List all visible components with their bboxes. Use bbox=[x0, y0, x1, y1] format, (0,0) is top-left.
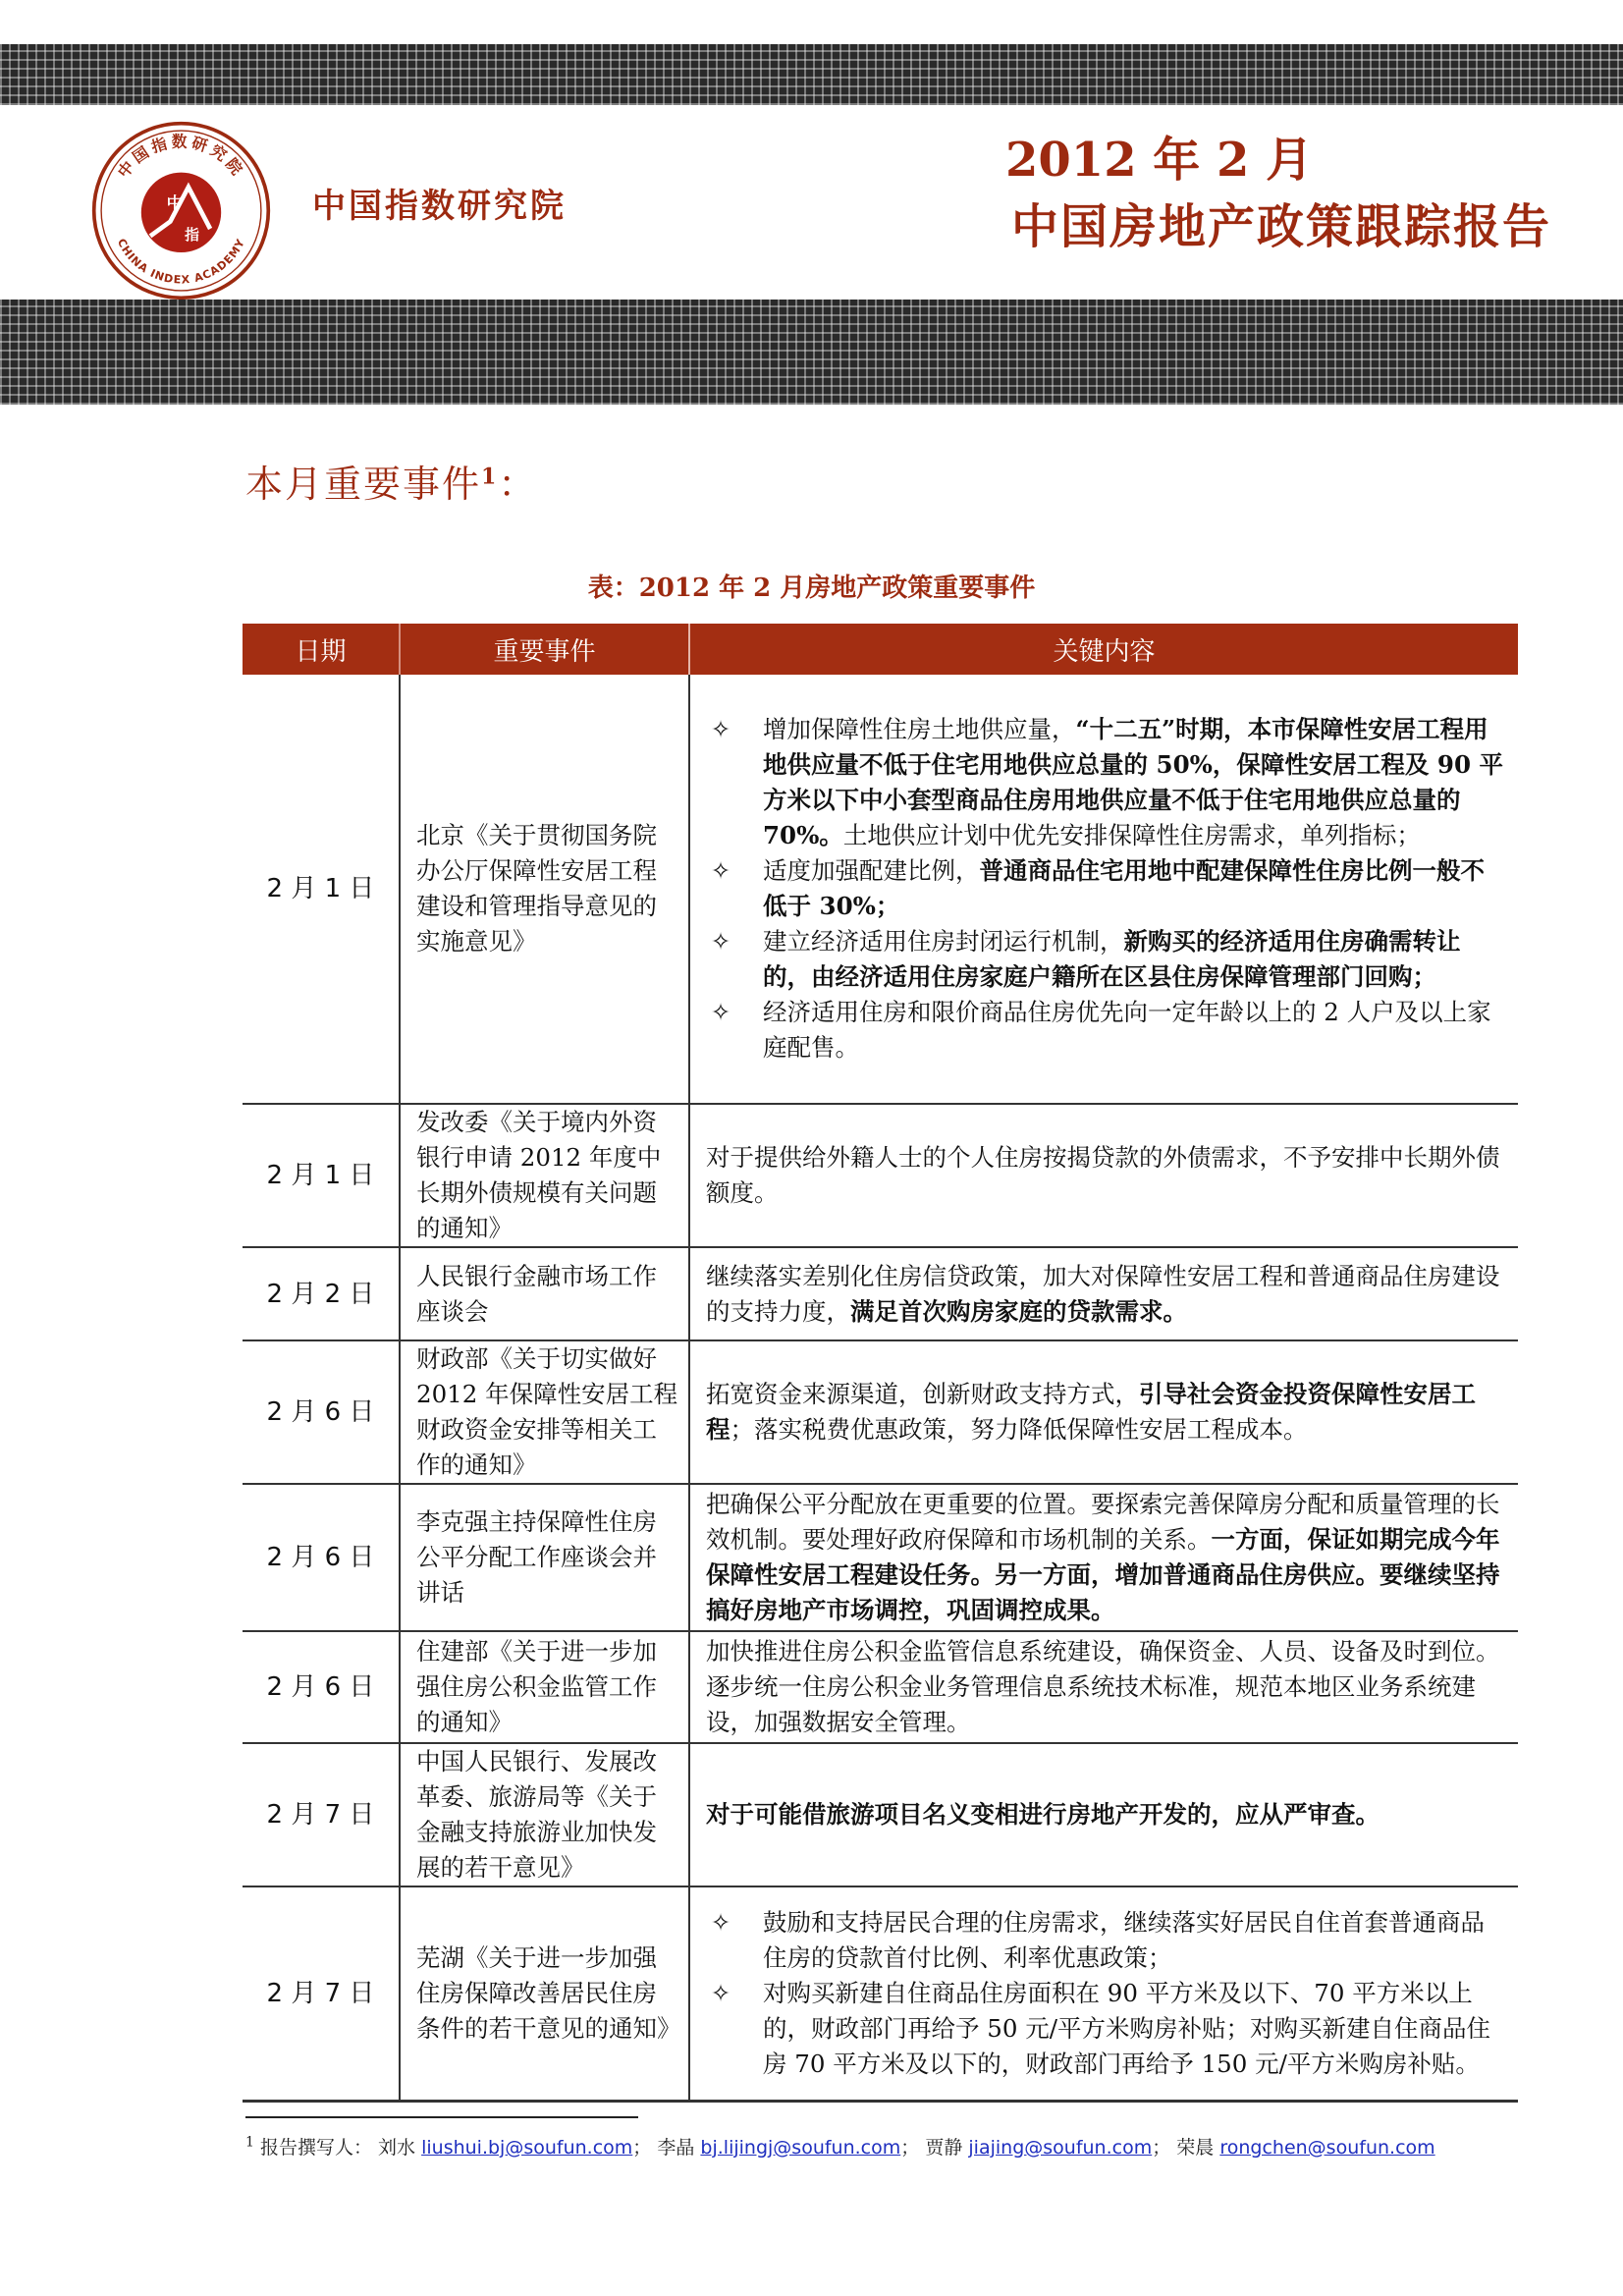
author-email-link[interactable]: jiajing@soufun.com bbox=[968, 2137, 1153, 2159]
row-date: 2 月 1 日 bbox=[243, 1104, 400, 1247]
row-date: 2 月 2 日 bbox=[243, 1247, 400, 1340]
row-event: 住建部《关于进一步加强住房公积金监管工作的通知》 bbox=[400, 1631, 689, 1743]
row-content bbox=[689, 675, 1518, 1104]
footnote-ref[interactable]: 1 bbox=[481, 464, 499, 490]
bullet-marker-icon: ✧ bbox=[710, 1907, 731, 1937]
column-header-event: 重要事件 bbox=[400, 624, 689, 675]
bullet-marker-icon: ✧ bbox=[710, 856, 731, 885]
table-row bbox=[243, 1104, 1518, 1247]
decorative-grid-band-bottom bbox=[0, 300, 1623, 405]
footnote-number: 1 bbox=[245, 2134, 254, 2151]
row-event: 人民银行金融市场工作座谈会 bbox=[400, 1247, 689, 1340]
bullet-marker-icon: ✧ bbox=[710, 927, 731, 956]
bullet-item: ✧ 对购买新建自住商品住房面积在 90 平方米及以下、70 平方米以上的，财政部门再给予 50 元/平方米购房补贴；对购买新建自住商品住房 70 平方米及以下的，财政部门再给予 150 元/平方米购房补贴。 bbox=[706, 1976, 1504, 2082]
row-event: 发改委《关于境内外资银行申请 2012 年度中长期外债规模有关问题的通知》 bbox=[400, 1104, 689, 1247]
table-row bbox=[243, 675, 1518, 1104]
policy-events-table bbox=[243, 624, 1518, 2103]
footnote: $^1$ 报告撰写人： 刘水 liushui.bj@soufun.com； 李晶 bj.lijingj@soufun.com； 贾静 jiajing@soufun.com； 荣晨 rongchen@soufun.com bbox=[245, 2134, 1435, 2159]
svg-text:中: 中 bbox=[166, 193, 184, 213]
bullet-item: ✧ 经济适用住房和限价商品住房优先向一定年龄以上的 2 人户及以上家庭配售。 bbox=[706, 995, 1504, 1066]
row-event: 芜湖《关于进一步加强住房保障改善居民住房条件的若干意见的通知》 bbox=[400, 1886, 689, 2101]
row-content: 对于提供给外籍人士的个人住房按揭贷款的外债需求，不予安排中长期外债额度。 bbox=[689, 1104, 1518, 1247]
decorative-grid-band-top bbox=[0, 44, 1623, 105]
org-name: 中国指数研究院 bbox=[312, 187, 567, 226]
author-email-link[interactable]: rongchen@soufun.com bbox=[1219, 2137, 1435, 2159]
row-content bbox=[689, 1886, 1518, 2101]
row-event: 中国人民银行、发展改革委、旅游局等《关于金融支持旅游业加快发展的若干意见》 bbox=[400, 1743, 689, 1886]
row-date: 2 月 1 日 bbox=[243, 675, 400, 1104]
table-row bbox=[243, 1340, 1518, 1484]
bullet-marker-icon: ✧ bbox=[710, 715, 731, 743]
author-name: 李晶 bbox=[657, 2137, 695, 2159]
author-email-link[interactable]: bj.lijingj@soufun.com bbox=[700, 2137, 901, 2159]
table-row bbox=[243, 1247, 1518, 1340]
report-title: 中国房地产政策跟踪报告 bbox=[1011, 199, 1552, 254]
author-name: 贾静 bbox=[925, 2137, 963, 2159]
row-date: 2 月 7 日 bbox=[243, 1743, 400, 1886]
row-content: 加快推进住房公积金监管信息系统建设，确保资金、人员、设备及时到位。逐步统一住房公积金业务管理信息系统技术标准，规范本地区业务系统建设，加强数据安全管理。 bbox=[689, 1631, 1518, 1743]
table-row bbox=[243, 1743, 1518, 1886]
row-date: 2 月 6 日 bbox=[243, 1340, 400, 1484]
row-date: 2 月 6 日 bbox=[243, 1631, 400, 1743]
row-content: 对于可能借旅游项目名义变相进行房地产开发的，应从严审查。 bbox=[689, 1743, 1518, 1886]
bullet-marker-icon: ✧ bbox=[710, 998, 731, 1026]
footnote-divider bbox=[245, 2116, 638, 2118]
china-index-academy-logo bbox=[90, 120, 272, 301]
bullet-item: ✧ 建立经济适用住房封闭运行机制，新购买的经济适用住房确需转让的，由经济适用住房家庭户籍所在区县住房保障管理部门回购； bbox=[706, 924, 1504, 995]
row-event: 李克强主持保障性住房公平分配工作座谈会并讲话 bbox=[400, 1484, 689, 1631]
bullet-item: ✧ 鼓励和支持居民合理的住房需求，继续落实好居民自住首套普通商品住房的贷款首付比例、利率优惠政策； bbox=[706, 1905, 1504, 1976]
bullet-item: ✧ 适度加强配建比例，普通商品住宅用地中配建保障性住房比例一般不低于 30%； bbox=[706, 853, 1504, 924]
footnote-label: 报告撰写人： bbox=[259, 2137, 372, 2159]
table-row bbox=[243, 1484, 1518, 1631]
author-name: 刘水 bbox=[378, 2137, 416, 2159]
table-caption: 表：2012 年 2 月房地产政策重要事件 bbox=[587, 574, 1036, 603]
row-date: 2 月 6 日 bbox=[243, 1484, 400, 1631]
row-content: 把确保公平分配放在更重要的位置。要探索完善保障房分配和质量管理的长效机制。要处理好政府保障和市场机制的关系。一方面，保证如期完成今年保障性安居工程建设任务。另一方面，增加普通商品住房供应。要继续坚持搞好房地产市场调控，巩固调控成果。 bbox=[689, 1484, 1518, 1631]
svg-text:中国指数研究院: 中国指数研究院 bbox=[113, 132, 249, 182]
column-header-content: 关键内容 bbox=[689, 624, 1518, 675]
svg-text:指: 指 bbox=[185, 227, 200, 245]
row-content: 继续落实差别化住房信贷政策，加大对保障性安居工程和普通商品住房建设的支持力度，满足首次购房家庭的贷款需求。 bbox=[689, 1247, 1518, 1340]
table-row bbox=[243, 1886, 1518, 2101]
table-row bbox=[243, 1631, 1518, 1743]
table-header-row bbox=[243, 624, 1518, 675]
row-event: 北京《关于贯彻国务院办公厅保障性安居工程建设和管理指导意见的实施意见》 bbox=[400, 675, 689, 1104]
section-title: 本月重要事件$^1$： bbox=[245, 463, 538, 506]
bullet-item: ✧ 增加保障性住房土地供应量，“十二五”时期，本市保障性安居工程用地供应量不低于住宅用地供应总量的 50%，保障性安居工程及 90 平方米以下中小套型商品住房用地供应量不低于住宅用地供应总量的 70%。土地供应计划中优先安排保障性住房需求，单列指标； bbox=[706, 712, 1504, 853]
row-date: 2 月 7 日 bbox=[243, 1886, 400, 2101]
svg-text:CHINA INDEX ACADEMY: CHINA INDEX ACADEMY bbox=[114, 236, 248, 287]
author-email-link[interactable]: liushui.bj@soufun.com bbox=[421, 2137, 633, 2159]
row-event: 财政部《关于切实做好 2012 年保障性安居工程财政资金安排等相关工作的通知》 bbox=[400, 1340, 689, 1484]
author-name: 荣晨 bbox=[1176, 2137, 1215, 2159]
row-content: 拓宽资金来源渠道，创新财政支持方式，引导社会资金投资保障性安居工程；落实税费优惠政策，努力降低保障性安居工程成本。 bbox=[689, 1340, 1518, 1484]
column-header-date: 日期 bbox=[243, 624, 400, 675]
report-title-date: 2012 年 2 月 bbox=[1005, 133, 1314, 188]
bullet-marker-icon: ✧ bbox=[710, 1978, 731, 2007]
